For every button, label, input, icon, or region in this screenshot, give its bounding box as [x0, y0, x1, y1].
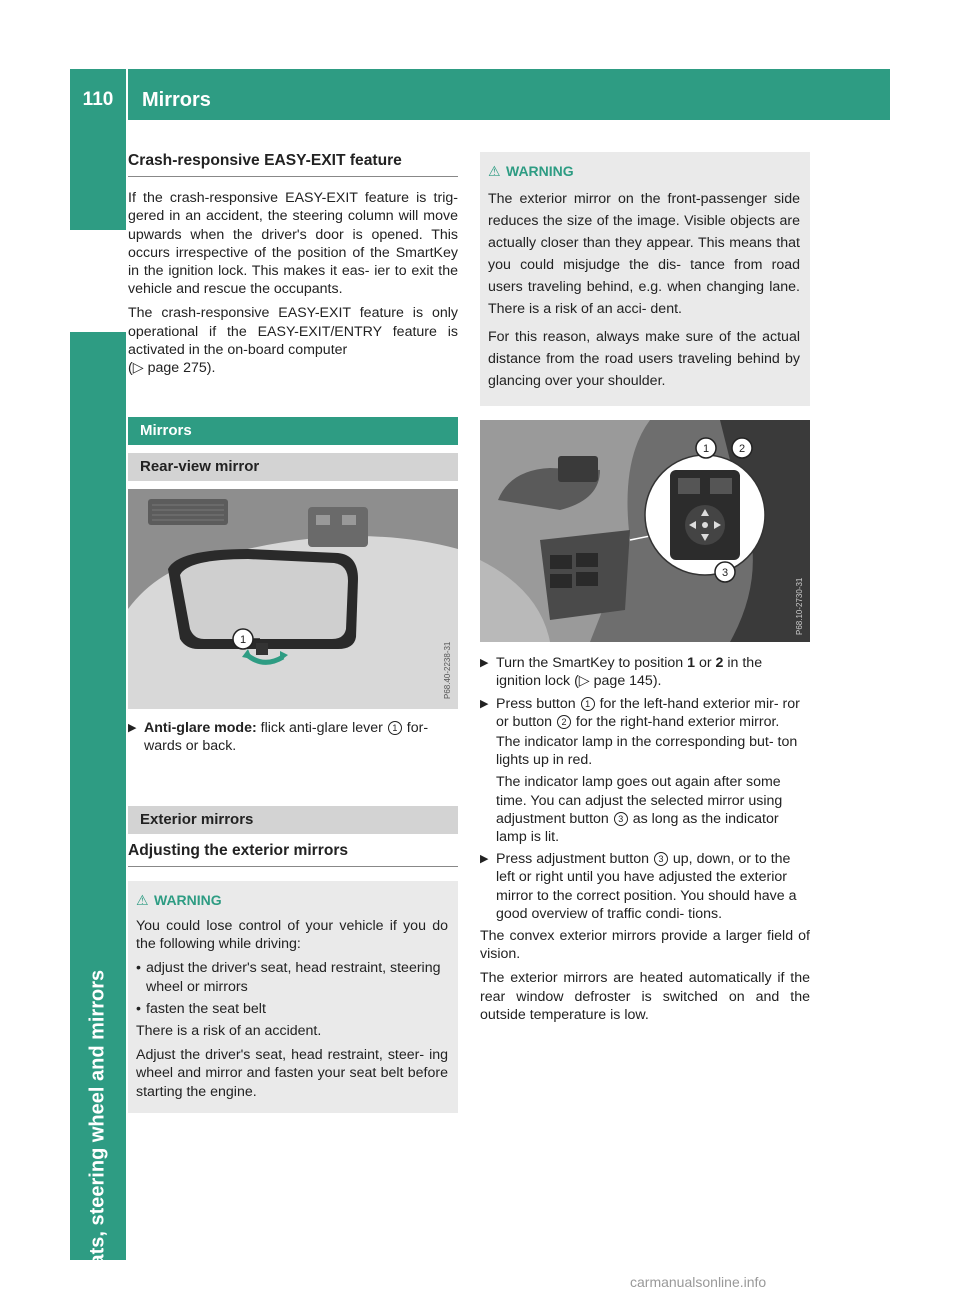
chapter-title: Mirrors	[142, 89, 211, 111]
warning-icon: ⚠	[488, 163, 501, 179]
rear-view-mirror-illustration	[128, 489, 458, 709]
photo2-callout-1: 1	[702, 443, 710, 456]
warning-paragraph-1: The exterior mirror on the front-passenger side reduces the size of the image. Visible objects are actually closer than they appear. This means that you could misjudge the dis- tance from road users traveling behind, e.g. when changing lane. There is a risk of an acci- dent.	[488, 191, 800, 318]
convex-mirrors-paragraph: The convex exterior mirrors provide a larger field of vision.	[480, 928, 810, 963]
callout-3-icon: 3	[614, 812, 628, 826]
callout-1-icon: 1	[388, 721, 402, 735]
photo1-code: P68.40-2238-31	[443, 641, 452, 700]
warning-paragraph-3: Adjust the driver's seat, head restraint, steer- ing wheel and mirror and fasten your seat belt before starting the engine.	[136, 1047, 448, 1100]
instruction-step: ▶ Turn the SmartKey to position 1 or 2 in the ignition lock (▷ page 145).	[480, 655, 763, 690]
warning-paragraph-1: You could lose control of your vehicle if you do the following while driving:	[136, 918, 448, 953]
svg-text:1: 1	[239, 634, 247, 647]
mirror-switch-photo	[480, 420, 810, 642]
anti-glare-instruction: ▶ Anti-glare mode: flick anti-glare lever 1 for- wards or back.	[128, 720, 429, 755]
warning-title: WARNING	[154, 891, 222, 908]
warning-bullet: • adjust the driver's seat, head restraint, steering wheel or mirrors	[136, 959, 448, 995]
anti-glare-text: flick anti-glare lever	[260, 720, 383, 737]
instruction-step: ▶ Press button 1 for the left-hand exterior mir- ror or button 2 for the right-hand exterior mirror. The indicator lamp in the corresponding but- ton lights up in red. The indicator lamp goes out again after some time. You can adjust the selected mirror using adjustment button 3 as long as the indicator lamp is lit.	[480, 695, 810, 847]
page-number: 110	[82, 89, 114, 110]
heated-mirrors-paragraph: The exterior mirrors are heated automatically if the rear window defroster is switched on and the outside temperature is low.	[480, 970, 810, 1023]
callout-1-icon: 1	[581, 697, 595, 711]
rear-view-mirror-photo	[128, 489, 458, 709]
sidebar-label: Seats, steering wheel and mirrors	[86, 969, 109, 1290]
exterior-mirrors-heading: Exterior mirrors	[128, 806, 458, 834]
warning-icon: ⚠	[136, 891, 149, 908]
warning-title: WARNING	[506, 163, 574, 179]
left-column	[128, 152, 458, 1113]
warning-bullet: • fasten the seat belt	[136, 1000, 448, 1018]
photo2-callout-3: 3	[721, 567, 729, 580]
callout-3-icon: 3	[654, 852, 668, 866]
page-reference[interactable]: (▷ page 275).	[128, 360, 216, 377]
warning-box-mirror-distance	[480, 152, 810, 406]
instruction-step: ▶ Press adjustment button 3 up, down, or to the left or right until you have adjusted the exterior mirror to the correct position. You should have a good overview of traffic condi- tions.	[480, 851, 797, 922]
sidebar-label-box	[74, 760, 122, 1290]
photo2-code: P68.10-2730-31	[795, 577, 804, 636]
photo2-callout-2: 2	[738, 443, 746, 456]
warning-box-driving	[128, 881, 458, 1113]
easy-exit-title: Crash-responsive EASY-EXIT feature	[128, 152, 402, 169]
step-note: The indicator lamp goes out again after some time. You can adjust the selected mirror using adjustment button 3 as long as the indicator lamp is lit.	[496, 774, 783, 846]
mirror-switch-illustration	[480, 420, 810, 642]
warning-paragraph-2: For this reason, always make sure of the actual distance from the road users traveling behind by glancing over your shoulder.	[488, 329, 800, 390]
callout-2-icon: 2	[557, 715, 571, 729]
adjusting-exterior-mirrors-title: Adjusting the exterior mirrors	[128, 841, 349, 859]
sidebar-gap	[70, 230, 126, 332]
easy-exit-paragraph-2: The crash-responsive EASY-EXIT feature is only operational if the EASY-EXIT/ENTRY feature is activated in the on-board computer	[128, 305, 458, 358]
anti-glare-text-end: for- wards or back.	[144, 720, 429, 755]
rear-view-mirror-heading: Rear-view mirror	[128, 453, 458, 481]
header-divider	[126, 69, 128, 120]
right-column	[480, 152, 810, 1030]
warning-paragraph-2: There is a risk of an accident.	[136, 1023, 322, 1040]
step-note: The indicator lamp in the corresponding but- ton lights up in red.	[496, 734, 798, 769]
anti-glare-label: Anti-glare mode:	[144, 720, 257, 737]
mirrors-section-heading: Mirrors	[128, 417, 458, 445]
watermark: carmanualsonline.info	[630, 1274, 767, 1290]
easy-exit-paragraph-1: If the crash-responsive EASY-EXIT feature is trig- gered in an accident, the steering column will move upwards when the driver's door is opened. This occurs irrespective of the position of the SmartKey in the ignition lock. This makes it eas- ier to exit the vehicle and rescue the occupants.	[128, 190, 458, 298]
